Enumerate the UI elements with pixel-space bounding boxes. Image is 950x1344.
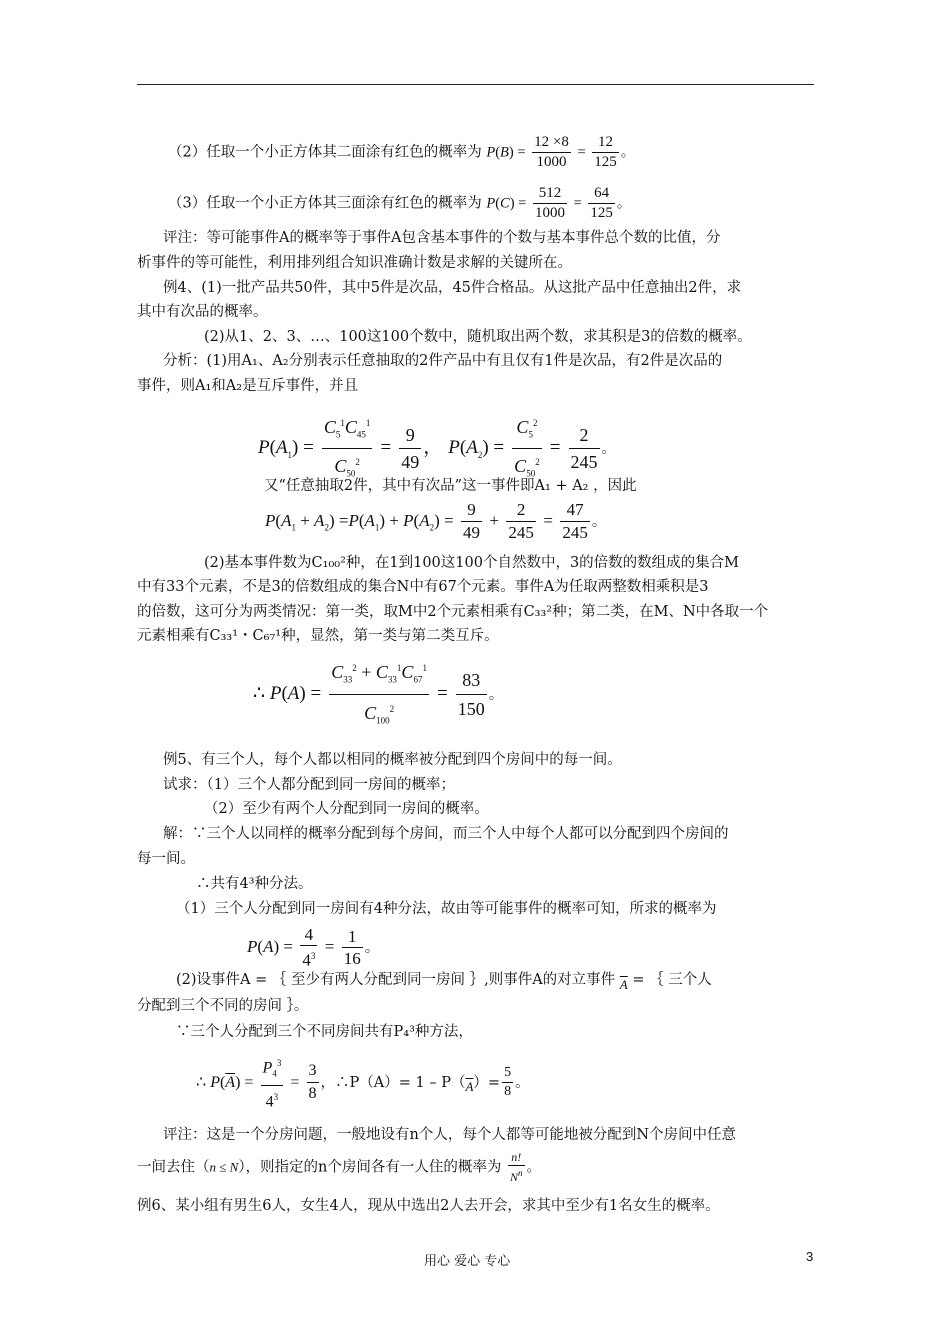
solution-4a: (2)设事件A = ｛ 至少有两人分配到同一房间 ｝,则事件A的对立事件 $\overline{A}$ = ｛ 三个人 xyxy=(176,972,712,992)
header-rule xyxy=(137,84,814,85)
formula-p-same-room: P(A) = $\frac{4}{4^3}$ = $\frac{1}{16}$ 。 xyxy=(247,925,380,970)
solution-4b: 分配到三个不同的房间 ｝。 xyxy=(137,998,309,1014)
analysis-1b: 事件，则A₁和A₂是互斥事件，并且 xyxy=(137,378,359,394)
text: （3）任取一个小正方体其三面涂有红色的概率为 xyxy=(168,195,482,212)
comment-1b: 析事件的等可能性，利用排列组合知识准确计数是求解的关键所在。 xyxy=(137,255,572,271)
example4-a: 例4、(1)一批产品共50件，其中5件是次品，45件合格品。从这批产品中任意抽出2件，求 xyxy=(163,280,742,296)
example5-c: （2）至少有两个人分配到同一房间的概率。 xyxy=(204,801,489,817)
example4-b: 其中有次品的概率。 xyxy=(137,304,268,320)
solution-1a: 解：∵三个人以同样的概率分配到每个房间，而三个人中每个人都可以分配到四个房间的 xyxy=(163,826,729,842)
and-line: 又“任意抽取2件，其中有次品”这一事件即A₁ + A₂ ，因此 xyxy=(264,478,637,494)
example5-a: 例5、有三个人，每个人都以相同的概率被分配到四个房间中的每一间。 xyxy=(163,752,622,768)
comment-2a: 评注：这是一个分房问题，一般地设有n个人，每个人都等可能地被分配到N个房间中任意 xyxy=(163,1127,737,1143)
line-prob-b: （2）任取一个小正方体其二面涂有红色的概率为 P(B) = $\frac{12 \times 8}{1000}$ = $\frac{12}{125}$ 。 xyxy=(168,134,636,170)
example4-c: (2)从1、2、3、…、100这100个数中，随机取出两个数，求其积是3的倍数的概率。 xyxy=(204,329,752,345)
formula-sum: $P(A_1 + A_2) =P(A_1) + P(A_2)$ = $\frac{9}{49}$ + $\frac{2}{245}$ = $\frac{47}{245}$ 。 xyxy=(265,500,607,542)
comment-2b: 一间去住（n ≤ N），则指定的n个房间各有一人住的概率为 $\frac{n!}{N^n}$ 。 xyxy=(137,1150,542,1184)
fraction: $\frac{512}{1000}$ xyxy=(534,185,565,221)
formula-pa: ∴ P(A) = $\frac{C_{33}^2 + C_{33}^1C_{67}^1}{C_{100}^2}$ = $\frac{83}{150}$ 。 xyxy=(253,654,503,734)
solution-1b: 每一间。 xyxy=(137,851,195,867)
formula-p-complement: ∴ $P(\overline{A})$ = $\frac{P_4^3}{4^3}$ = $\frac{3}{8}$ ，∴P（A）= $1 - P(_{\overline{A}})=$ $\frac{5}{8}$ 。 xyxy=(196,1052,530,1113)
example5-b: 试求：（1）三个人都分配到同一房间的概率； xyxy=(163,777,455,793)
analysis-2a: (2)基本事件数为C₁₀₀²种，在1到100这100个自然数中，3的倍数的数组成的集合M xyxy=(204,555,740,571)
analysis-2b: 中有33个元素，不是3的倍数组成的集合N中有67个元素。事件A为任取两整数相乘积是3 xyxy=(137,579,709,595)
analysis-1a: 分析：(1)用A₁、A₂分别表示任意抽取的2件产品中有且仅有1件是次品，有2件是次品的 xyxy=(163,353,723,369)
solution-3: （1）三个人分配到同一房间有4种分法，故由等可能事件的概率可知，所求的概率为 xyxy=(176,901,717,917)
analysis-2d: 元素相乘有C₃₃¹・C₆₇¹种，显然，第一类与第二类互斥。 xyxy=(137,628,499,644)
page-number: 3 xyxy=(806,1249,814,1264)
comment-1a: 评注：等可能事件A的概率等于事件A包含基本事件的个数与基本事件总个数的比值，分 xyxy=(163,230,721,246)
example6: 例6、某小组有男生6人，女生4人，现从中选出2人去开会，求其中至少有1名女生的概率。 xyxy=(137,1198,720,1214)
analysis-2c: 的倍数，这可分为两类情况：第一类，取M中2个元素相乘有C₃₃²种；第二类，在M、N中各取一个 xyxy=(137,604,769,620)
line-prob-c: （3）任取一个小正方体其三面涂有红色的概率为 P(C) = $\frac{512}{1000}$ = $\frac{64}{125}$ 。 xyxy=(168,185,632,221)
fraction: $\frac{12 \times 8}{1000}$ xyxy=(534,134,569,170)
footer-text: 用心 爱心 专心 xyxy=(424,1254,511,1269)
fraction: $\frac{64}{125}$ xyxy=(590,185,613,221)
fraction: $\frac{12}{125}$ xyxy=(594,134,617,170)
solution-2: ∴共有4³种分法。 xyxy=(196,876,313,892)
formula-pa1-pa2: $P(A_1)$ = $\frac{C_5^1C_{45}^1}{C_{50}^2}$ = $\frac{9}{49}$ ， $P(A_2)$ = $\frac{C_5^2}{C_{50}^2}$ = $\frac{2}{245}$ 。 xyxy=(258,410,616,486)
solution-5: ∵三个人分配到三个不同房间共有P₄³种方法， xyxy=(176,1024,473,1040)
text: （2）任取一个小正方体其二面涂有红色的概率为 xyxy=(168,144,482,161)
